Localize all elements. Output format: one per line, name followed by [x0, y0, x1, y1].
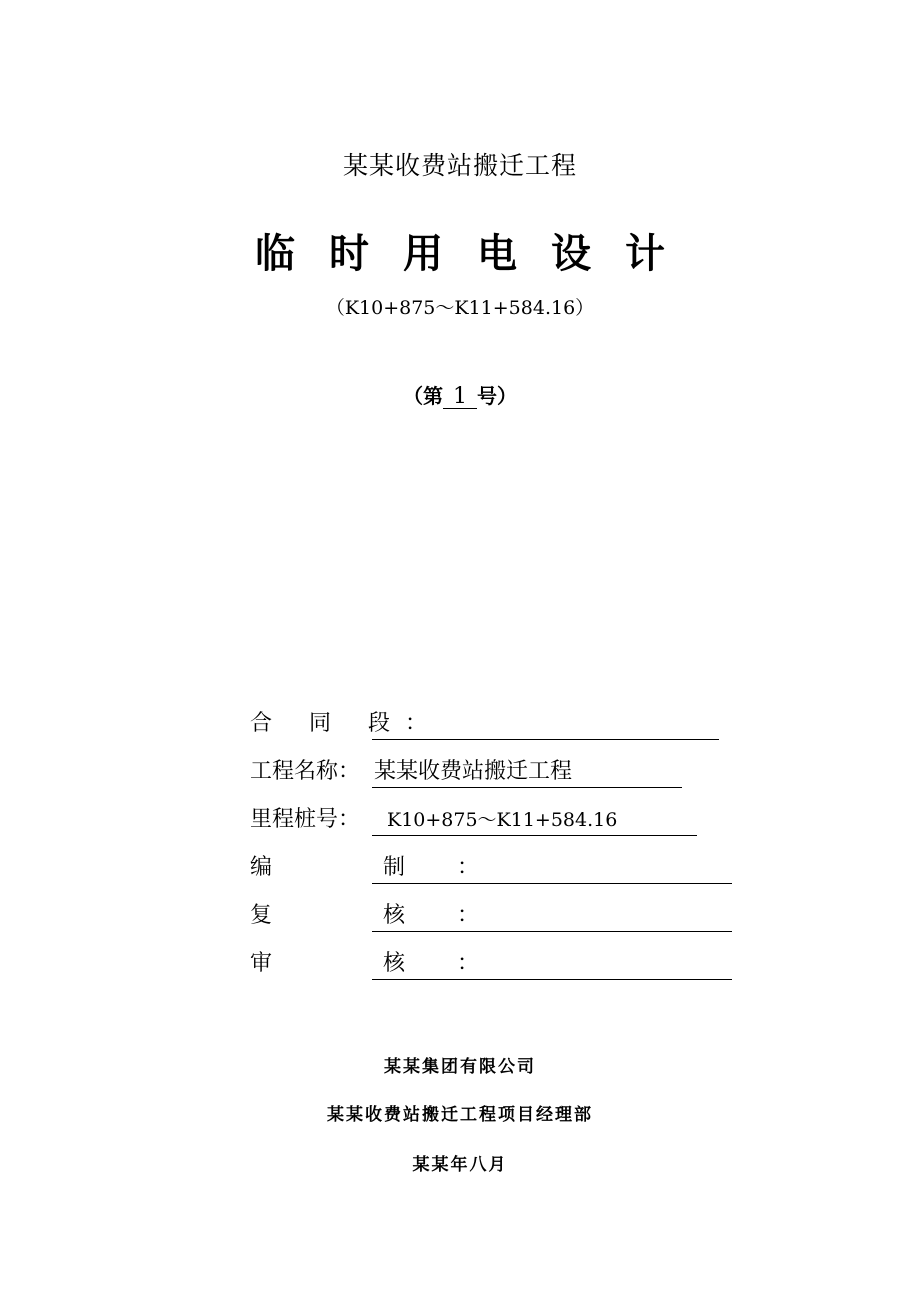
- company-name: 某某集团有限公司: [384, 1057, 536, 1077]
- project-subtitle: 某某收费站搬迁工程: [342, 151, 577, 180]
- field-underline: [372, 852, 732, 884]
- field-reviewed-by: [250, 900, 531, 932]
- field-label: 工程名称：: [250, 759, 361, 784]
- field-underline: [372, 756, 682, 788]
- volume-prefix: （第: [403, 384, 443, 408]
- document-date: 某某年八月: [412, 1155, 508, 1175]
- field-project-name: [250, 756, 573, 788]
- field-mileage: [250, 804, 618, 836]
- field-label: 编 制：: [250, 855, 531, 880]
- field-compiled-by: [250, 852, 531, 884]
- field-approved-by: [250, 948, 531, 980]
- mileage-range: （K10+875～K11+584.16）: [325, 297, 595, 319]
- field-underline: [372, 900, 732, 932]
- field-label: 里程桩号：: [250, 807, 361, 832]
- field-value: 某某收费站搬迁工程: [374, 759, 573, 784]
- volume-number: 1: [443, 386, 477, 409]
- field-value: K10+875～K11+584.16: [387, 809, 618, 831]
- field-contract-section: [250, 708, 442, 740]
- department-name: 某某收费站搬迁工程项目经理部: [327, 1105, 593, 1125]
- field-label: 审 核：: [250, 951, 531, 976]
- volume-suffix: 号）: [477, 384, 517, 408]
- document-title: 临时用电设计: [255, 231, 699, 277]
- field-underline: [372, 804, 697, 836]
- volume-number-line: [0, 380, 920, 409]
- field-underline: [372, 948, 732, 980]
- field-underline: [372, 708, 719, 740]
- field-label: 合 同 段：: [250, 711, 442, 736]
- field-label: 复 核：: [250, 903, 531, 928]
